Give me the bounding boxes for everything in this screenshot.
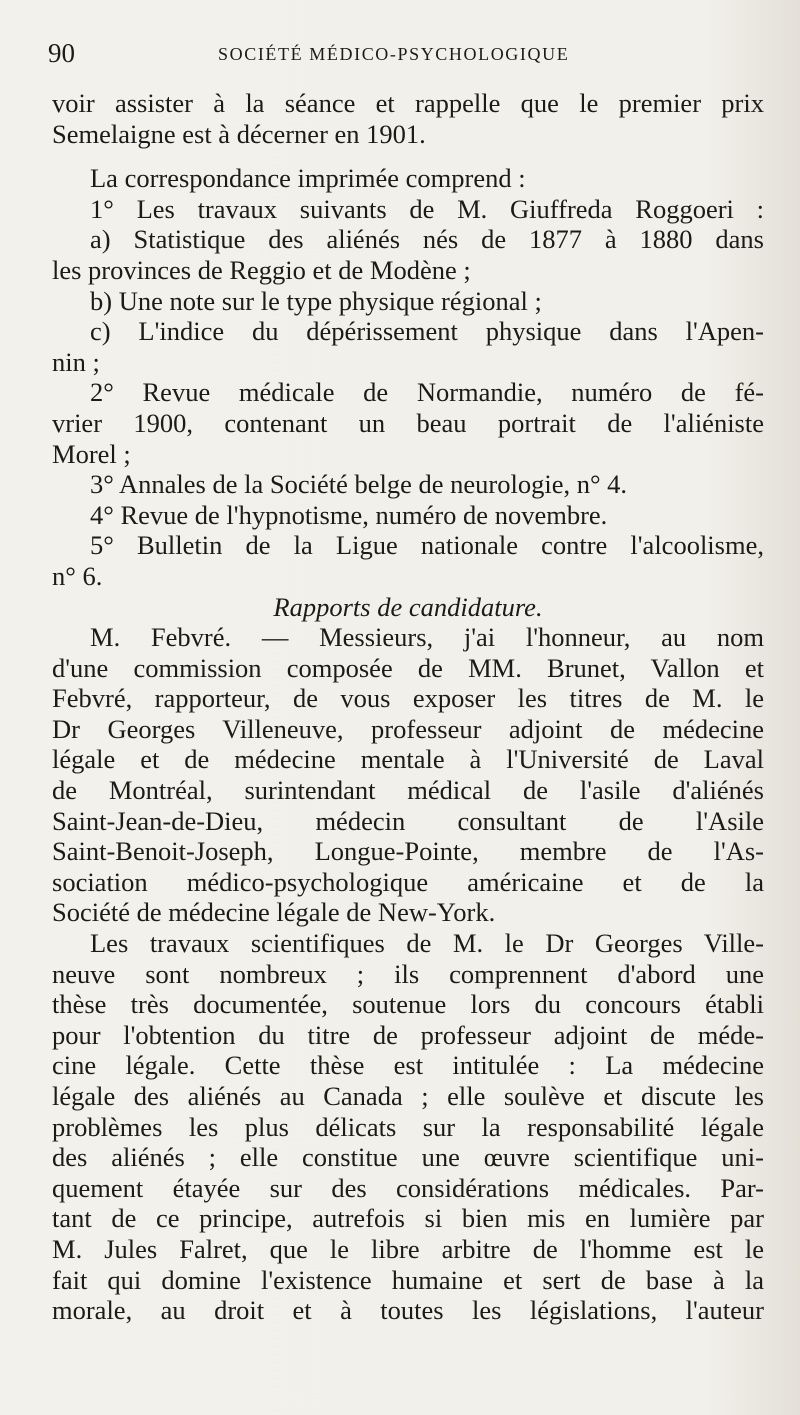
text-line-content: 5° Bulletin de la Ligue nationale contre l'alcoolisme, — [90, 530, 764, 561]
text-line — [52, 224, 764, 255]
text-line-content: neuve sont nombreux ; ils comprennent d'abord une — [52, 958, 764, 989]
text-line — [52, 316, 764, 347]
text-line — [52, 897, 764, 928]
text-line — [52, 1265, 764, 1296]
text-line-content: légale et de médecine mentale à l'Université de Laval — [52, 744, 764, 775]
text-line-content: tant de ce principe, autrefois si bien mis en lumière par — [52, 1203, 764, 1234]
text-line-content: Rapports de candidature. — [273, 591, 543, 622]
page-header — [48, 38, 768, 78]
text-line — [52, 867, 764, 898]
text-line-content: 2° Revue médicale de Normandie, numéro de fé- — [90, 377, 764, 408]
text-line-content: sociation médico-psychologique américaine et de la — [52, 866, 764, 897]
text-line-content: thèse très documentée, soutenue lors du concours établi — [52, 989, 764, 1020]
text-line — [52, 1203, 764, 1234]
text-line — [52, 1234, 764, 1265]
text-line-content: a) Statistique des aliénés nés de 1877 à 1880 dans — [90, 224, 764, 255]
text-line — [52, 163, 764, 194]
text-line-content: cine légale. Cette thèse est intitulée : La médecine — [52, 1050, 764, 1081]
text-line — [52, 592, 764, 623]
text-line — [52, 1020, 764, 1051]
text-line — [52, 959, 764, 990]
text-line — [52, 439, 764, 470]
text-line — [52, 149, 764, 163]
text-line — [52, 989, 764, 1020]
text-line-content: Semelaigne est à décerner en 1901. — [52, 118, 426, 149]
text-line-content: La correspondance imprimée comprend : — [90, 163, 526, 194]
text-line-content: de Montréal, surintendant médical de l'asile d'aliénés — [52, 775, 764, 806]
text-line-content: M. Jules Falret, que le libre arbitre de l'homme est le — [52, 1233, 764, 1264]
text-line-content: 3° Annales de la Société belge de neurologie, n° 4. — [90, 469, 628, 500]
text-line-content: d'une commission composée de MM. Brunet, Vallon et — [52, 652, 764, 683]
text-line — [52, 377, 764, 408]
text-line-content: Morel ; — [52, 438, 131, 469]
text-line — [52, 1142, 764, 1173]
text-line-content: les provinces de Reggio et de Modène ; — [52, 254, 471, 285]
text-line — [52, 194, 764, 225]
running-title: SOCIÉTÉ MÉDICO-PSYCHOLOGIQUE — [218, 44, 570, 64]
text-line — [52, 119, 764, 150]
text-line-content: pour l'obtention du titre de professeur adjoint de méde- — [52, 1019, 764, 1050]
text-line-content: b) Une note sur le type physique régional ; — [90, 285, 542, 316]
text-line-content: c) L'indice du dépérissement physique dans l'Apen- — [90, 316, 764, 347]
text-line — [52, 88, 764, 119]
text-line-content: vrier 1900, contenant un beau portrait de l'aliéniste — [52, 407, 764, 438]
text-line — [52, 408, 764, 439]
text-line — [52, 500, 764, 531]
text-line-content: Febvré, rapporteur, de vous exposer les titres de M. le — [52, 683, 764, 714]
text-line-content: voir assister à la séance et rappelle que le premier prix — [52, 88, 764, 118]
text-line — [52, 469, 764, 500]
text-line-content: Société de médecine légale de New-York. — [52, 897, 496, 928]
text-line — [52, 683, 764, 714]
text-line — [52, 255, 764, 286]
text-line-content: morale, au droit et à toutes les législations, l'auteur — [52, 1295, 764, 1326]
text-line — [52, 928, 764, 959]
text-line-content: problèmes les plus délicats sur la responsabilité légale — [52, 1111, 764, 1142]
text-line-content: des aliénés ; elle constitue une œuvre scientifique uni- — [52, 1142, 764, 1173]
text-line-content: Dr Georges Villeneuve, professeur adjoint de médecine — [52, 713, 764, 744]
text-line-content: M. Febvré. — Messieurs, j'ai l'honneur, au nom — [90, 622, 764, 653]
text-line — [52, 286, 764, 317]
text-line — [52, 806, 764, 837]
text-line-content: n° 6. — [52, 560, 103, 591]
text-line — [52, 1295, 764, 1326]
text-line-content: 4° Revue de l'hypnotisme, numéro de novembre. — [90, 499, 608, 530]
text-line — [52, 1173, 764, 1204]
text-line-content: fait qui domine l'existence humaine et sert de base à la — [52, 1264, 764, 1295]
text-line — [52, 1081, 764, 1112]
text-line-content: Saint-Jean-de-Dieu, médecin consultant de l'Asile — [52, 805, 764, 836]
text-line — [52, 775, 764, 806]
text-line-content: Les travaux scientifiques de M. le Dr Georges Ville- — [90, 928, 764, 959]
page-number: 90 — [48, 38, 75, 68]
text-line — [52, 1050, 764, 1081]
page-body-text — [52, 88, 764, 1326]
text-line-content: 1° Les travaux suivants de M. Giuffreda Roggoeri : — [90, 193, 764, 224]
text-line — [52, 561, 764, 592]
text-line — [52, 744, 764, 775]
text-line — [52, 836, 764, 867]
text-line-content: Saint-Benoit-Joseph, Longue-Pointe, membre de l'As- — [52, 836, 764, 867]
text-line-content: quement étayée sur des considérations médicales. Par- — [52, 1172, 764, 1203]
text-line — [52, 347, 764, 378]
text-line — [52, 622, 764, 653]
text-line — [52, 653, 764, 684]
text-line-content: légale des aliénés au Canada ; elle soulève et discute les — [52, 1081, 764, 1111]
text-line — [52, 714, 764, 745]
text-line-content: nin ; — [52, 346, 100, 377]
text-line — [52, 1112, 764, 1143]
text-line — [52, 530, 764, 561]
